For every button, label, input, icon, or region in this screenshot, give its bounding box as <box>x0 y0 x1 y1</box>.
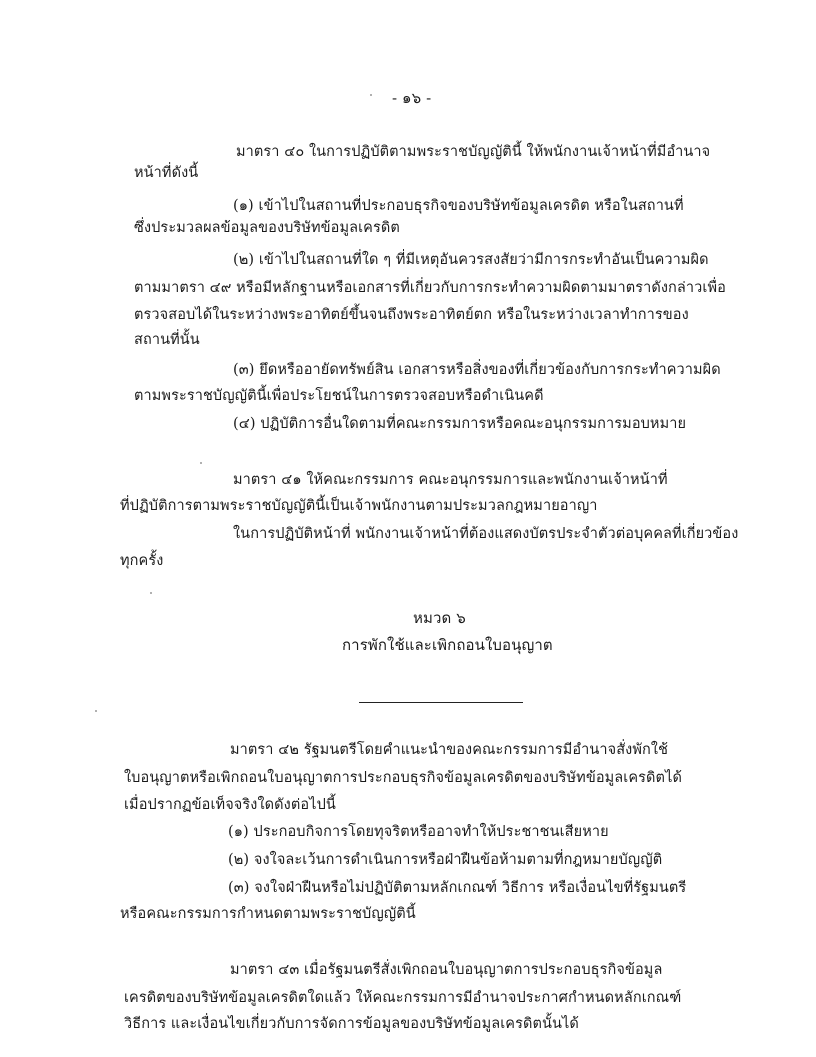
section-43-line: วิธีการ และเงื่อนไขเกี่ยวกับการจัดการข้อมูลของบริษัทข้อมูลเครดิตนั้นได้ <box>124 1016 579 1032</box>
section-40-line: สถานที่นั้น <box>134 332 200 348</box>
chapter-number: หมวด ๖ <box>413 609 466 627</box>
section-42-item-2: (๒) จงใจละเว้นการดำเนินการหรือฝ่าฝืนข้อห้ามตามที่กฎหมายบัญญัติ <box>228 852 663 868</box>
scan-speck <box>370 94 372 96</box>
section-40-item-3: (๓) ยึดหรืออายัดทรัพย์สิน เอกสารหรือสิ่งของที่เกี่ยวข้องกับการกระทำความผิด <box>233 362 721 378</box>
section-40-item-4: (๔) ปฏิบัติการอื่นใดตามที่คณะกรรมการหรือคณะอนุกรรมการมอบหมาย <box>233 416 687 432</box>
chapter-divider <box>359 702 523 703</box>
section-41-paragraph: ในการปฏิบัติหน้าที่ พนักงานเจ้าหน้าที่ต้องแสดงบัตรประจำตัวต่อบุคคลที่เกี่ยวข้อง <box>233 526 739 542</box>
section-41-line: ที่ปฏิบัติการตามพระราชบัญญัตินี้เป็นเจ้าพนักงานตามประมวลกฎหมายอาญา <box>120 498 598 514</box>
scan-speck <box>200 462 202 464</box>
section-40-heading-line: มาตรา ๔๐ ในการปฏิบัติตามพระราชบัญญัตินี้ ให้พนักงานเจ้าหน้าที่มีอำนาจ <box>236 144 711 160</box>
section-43-line: เครดิตของบริษัทข้อมูลเครดิตใดแล้ว ให้คณะกรรมการมีอำนาจประกาศกำหนดหลักเกณฑ์ <box>124 990 682 1006</box>
section-42-line: เมื่อปรากฏข้อเท็จจริงใดดังต่อไปนี้ <box>124 797 336 813</box>
scan-speck <box>150 592 152 594</box>
section-42-line: ใบอนุญาตหรือเพิกถอนใบอนุญาตการประกอบธุรกิจข้อมูลเครดิตของบริษัทข้อมูลเครดิตได้ <box>124 770 682 786</box>
section-40-line: ตามพระราชบัญญัตินี้เพื่อประโยชน์ในการตรวจสอบหรือดำเนินคดี <box>134 388 544 404</box>
section-40-item-2: (๒) เข้าไปในสถานที่ใด ๆ ที่มีเหตุอันควรสงสัยว่ามีการกระทำอันเป็นความผิด <box>233 252 709 268</box>
section-42-item-1: (๑) ประกอบกิจการโดยทุจริตหรืออาจทำให้ประชาชนเสียหาย <box>228 824 609 840</box>
section-40-line: ซึ่งประมวลผลข้อมูลของบริษัทข้อมูลเครดิต <box>134 220 400 236</box>
section-41-heading-line: มาตรา ๔๑ ให้คณะกรรมการ คณะอนุกรรมการและพนักงานเจ้าหน้าที่ <box>233 472 668 488</box>
section-42-heading-line: มาตรา ๔๒ รัฐมนตรีโดยคำแนะนำของคณะกรรมการมีอำนาจสั่งพักใช้ <box>230 742 669 758</box>
chapter-title: การพักใช้และเพิกถอนใบอนุญาต <box>342 636 553 654</box>
page-number: - ๑๖ - <box>392 89 432 107</box>
scan-speck <box>95 710 97 712</box>
section-41-line: ทุกครั้ง <box>120 553 164 569</box>
section-40-line: ตรวจสอบได้ในระหว่างพระอาทิตย์ขึ้นจนถึงพระอาทิตย์ตก หรือในระหว่างเวลาทำการของ <box>134 307 689 323</box>
section-40-line: หน้าที่ดังนี้ <box>134 165 199 181</box>
section-40-line: ตามมาตรา ๔๙ หรือมีหลักฐานหรือเอกสารที่เกี่ยวกับการกระทำความผิดตามมาตราดังกล่าวเพื่อ <box>134 280 726 296</box>
section-42-line: หรือคณะกรรมการกำหนดตามพระราชบัญญัตินี้ <box>120 906 416 922</box>
section-43-heading-line: มาตรา ๔๓ เมื่อรัฐมนตรีสั่งเพิกถอนใบอนุญาตการประกอบธุรกิจข้อมูล <box>230 962 663 978</box>
section-42-item-3: (๓) จงใจฝ่าฝืนหรือไม่ปฏิบัติตามหลักเกณฑ์ วิธีการ หรือเงื่อนไขที่รัฐมนตรี <box>228 880 687 896</box>
section-40-item-1: (๑) เข้าไปในสถานที่ประกอบธุรกิจของบริษัทข้อมูลเครดิต หรือในสถานที่ <box>233 198 684 214</box>
